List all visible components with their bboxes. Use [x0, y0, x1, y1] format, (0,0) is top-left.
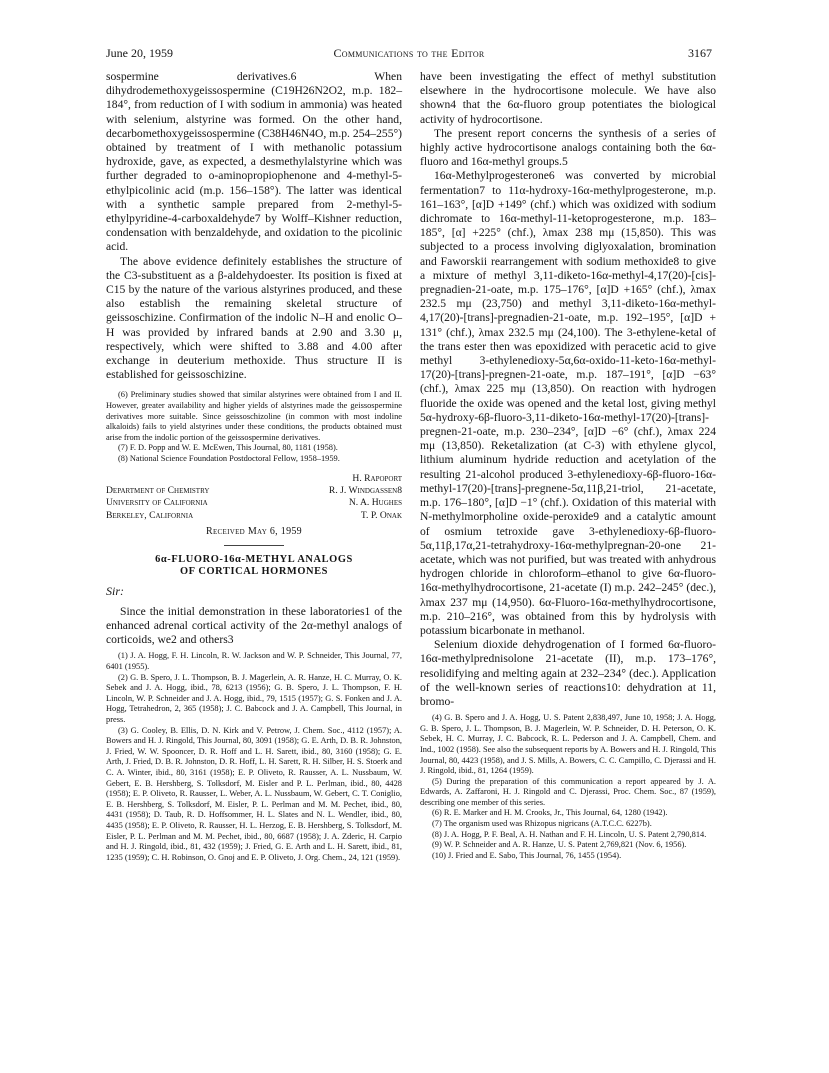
paragraph: have been investigating the effect of methyl substitution elsewhere in the hydrocortisone molecule. We have also shown4 that the 6α-fluoro group potentiates the biological activity of hydrocortisone.: [420, 70, 716, 126]
received-date: Received May 6, 1959: [206, 525, 302, 537]
paragraph: The present report concerns the synthesis of a series of highly active hydrocortisone analogs containing both the 6α-fluoro and 16α-methyl groups.5: [420, 126, 716, 169]
paragraph: 16α-Methylprogesterone6 was converted by microbial fermentation7 to 11α-hydroxy-16α-methylprogesterone, m.p. 161–163°, [α]D +149° (chf.) which was oxidized with sodium dichromate to 16α-methyl-11-ketoprogesterone, m.p. 183–185°, [α] +225° (chf.), λmax 238 mμ (15,850). This was subjected to a process involving diglyoxalation, bromination and Faworskii rearrangement with sodium methoxide8 to give a mixture of methyl 3,11-diketo-16α-methyl-4,17(20)-[cis]-pregnadien-21-oate, m.p. 175–176°, [α]D +165° (chf.), λmax 232.5 mμ (23,750) and methyl 3,11-diketo-16α-methyl-4,17(20)-[trans]-pregnadien-21-oate, m.p. 192–195°, [α]D + 131° (chf.), λmax 232.5 mμ (24,100). The 3-ethylene-ketal of the trans ester then was epoxidized with peracetic acid to give methyl 3-ethylenedioxy-5α,6α-oxido-11-keto-16α-methyl-17(20)-[trans]-pregnen-21-oate, m.p. 187–191°, [α]D −63° (chf.), λmax 225 mμ (13,850). On reaction with hydrogen fluoride the oxide was opened and the ketal lost, giving methyl 5α-hydroxy-6β-fluoro-3,11-diketo-16α-methyl-17(20)-[trans]-pregnen-21-oate, m.p. 230–234°, [α]D −6° (chf.), λmax 224 mμ (13,850). Reketalization (at C-3) with ethylene glycol, lithium aluminum hydride reduction and acetylation of the resulting 21-alcohol produced 3-ethylenedioxy-6β-fluoro-16α-methyl-17(20)-[trans]-pregnene-5α,11β,21-triol, 21-acetate, m.p. 176–180°, [α]D −1° (chf.). Oxidation of this material with N-methylmorpholine oxide-peroxide9 and a catalytic amount of osmium tetroxide gave 3-ethylenedioxy-6β-fluoro-5α,11β,17α,21-tetrahydroxy-16α-methylpregnan-20-one 21-acetate, which was not purified, but was treated with anhydrous hydrogen chloride in chloroform–ethanol to give 6α-fluoro-16α-methylhydrocortisone, 21-acetate (I) m.p. 242–245° (dec.), λmax 237 mμ (14,950). 6α-Fluoro-16α-methylhydrocortisone, m.p. 210–216°, was obtained from this by hydrolysis with potassium bicarbonate in methanol.: [420, 169, 716, 637]
footnote: (7) F. D. Popp and W. E. McEwen, This Journal, 80, 1181 (1958).: [118, 443, 338, 453]
affiliation-line: University of California: [106, 497, 208, 509]
footnote: (10) J. Fried and E. Sabo, This Journal, 76, 1455 (1954).: [432, 850, 622, 860]
affiliation-line: Department of Chemistry: [106, 484, 210, 496]
paragraph: Since the initial demonstration in these laboratories1 of the enhanced adrenal cortical activity of the 2α-methyl analogs of corticoids, we2 and others3: [106, 604, 402, 647]
section-title: Communications to the Editor: [333, 46, 485, 60]
affiliation-line: Berkeley, California: [106, 509, 194, 521]
footnote: (3) G. Cooley, B. Ellis, D. N. Kirk and V. Petrow, J. Chem. Soc., 4112 (1957); A. Bowers and H. J. Ringold, This Journal, 80, 3091 (1958); G. E. Arth, D. B. R. Johnston, J. Fried, W. W. Spooncer, D. R. Hoff and L. H. Sarett, ibid., 80, 3160 (1958); G. E. Arth, J. Fried, D. B. R. Johnston, D. R. Hoff, L. H. Sarett, R. H. Silber, H. S. Stoerk and C. A. Winter, ibid., 80, 3161 (1958); E. P. Oliveto, R. Rausser, A. L. Nussbaum, W. Gebert, E. B. Hershberg, S. Tolksdorf, M. Eisler and P. L. Perlman, ibid., 80, 4428 (1958); E. P. Oliveto, R. Rausser, L. Weber, A. L. Nussbaum, W. Gebert, C. T. Coniglio, E. B. Hershberg, S. Tolksdorf, M. Eisler, P. L. Perlman and M. M. Pechet, ibid., 80, 4431 (1958); D. Taub, R. D. Hoffsommer, H. L. Slates and N. L. Wendler, ibid., 80, 4435 (1958); E. P. Oliveto, R. Rausser, H. L. Herzog, E. B. Hershberg, S. Tolksdorf, M. Eisler, P. L. Perlman and M. M. Pechet, ibid., 80, 6687 (1958); J. A. Zderic, H. Carpio and H. J. Ringold, ibid., 81, 432 (1959); J. Fried, G. E. Arth and L. H. Sarett, ibid., 81, 1235 (1959); C. H. Robinson, O. Gnoj and E. P. Oliveto, J. Org. Chem., 24, 121 (1959).: [106, 725, 402, 862]
author-name: R. J. Windgassen8: [328, 484, 402, 496]
paragraph: sospermine derivatives.6 When dihydrodemethoxygeissospermine (C19H26N2O2, m.p. 182–184°, from reduction of I with sodium in ammonia) was heated with selenium, alstyrine was formed. On the other hand, decarbomethoxygeissospermine (C38H46N4O, m.p. 254–255°) obtained by treatment of I with methanolic potassium hydroxide, gave, as expected, a desmethylalstyrine which was further degraded to o-aminopropiophenone and 4-methyl-5-ethylpicolinic acid (m.p. 156–158°). The latter was identical with a synthetic sample prepared from 2-methyl-5-ethylpyridine-4-carboxaldehyde7 by Wolff–Kishner reduction, condensation with benzaldehyde, and oxidation to the picolinic acid.: [106, 70, 402, 254]
article-title-line: 6α-FLUORO-16α-METHYL ANALOGS: [155, 553, 353, 565]
paragraph: The above evidence definitely establishes the structure of the C3-substituent as a β-aldehydoester. Its position is fixed at C15 by the nature of the various alstyrines produced, and these also establish the remaining skeletal structure of geissoschizine. Confirmation of the indolic N–H and enolic O–H was provided by infrared bands at 2.90 and 3.30 μ, respectively, which were shifted to 3.88 and 4.00 after exchange in deuterium methoxide. Thus structure II is established for geissoschizine.: [106, 254, 402, 382]
footnote: (5) During the preparation of this communication a report appeared by J. A. Edwards, A. Zaffaroni, H. J. Ringold and C. Djerassi, Proc. Chem. Soc., 87 (1959), describing one member of this series.: [420, 776, 716, 807]
page-header: [106, 46, 712, 62]
footnote: (9) W. P. Schneider and A. R. Hanze, U. S. Patent 2,769,821 (Nov. 6, 1956).: [432, 840, 687, 850]
footnote: (2) G. B. Spero, J. L. Thompson, B. J. Magerlein, A. R. Hanze, H. C. Murray, O. K. Sebek and J. A. Hogg, ibid., 78, 6213 (1956); G. B. Spero, J. L. Thompson, F. H. Lincoln, W. P. Schneider and J. A. Hogg, ibid., 79, 1515 (1957); G. S. Fonken and J. A. Hogg, Tetrahedron, 2, 365 (1958); J. C. Babcock and J. A. Campbell, This Journal, in press.: [106, 672, 402, 724]
footnote: (4) G. B. Spero and J. A. Hogg, U. S. Patent 2,838,497, June 10, 1958; J. A. Hogg, G. B. Spero, J. L. Thompson, B. J. Magerlein, W. P. Schneider, D. H. Peterson, O. K. Sebek, H. C. Murray, J. C. Babcock, R. L. Pederson and J. A. Campbell, Chem. and Ind., 1002 (1958). See also the subsequent reports by A. Bowers and H. J. Ringold, This Journal, 80, 4423 (1958), and J. S. Mills, A. Bowers, C. C. Campillo, C. Djerassi and H. J. Ringold, ibid., 81, 1264 (1959).: [420, 713, 716, 776]
author-name: T. P. Onak: [360, 509, 402, 521]
paragraph: Selenium dioxide dehydrogenation of I formed 6α-fluoro-16α-methylprednisolone 21-acetate (II), m.p. 173–176°, resolidifying and melting again at 232–234° (dec.). Application of the well-known series of reactions10: dehydration at 11, bromo-: [420, 638, 716, 708]
footnote: (8) National Science Foundation Postdoctoral Fellow, 1958–1959.: [118, 454, 340, 464]
footnote: (6) Preliminary studies showed that similar alstyrines were obtained from I and II. However, greater availability and higher yields of alstyrines made the geissospermine derivatives more suitable. Since geissoschizoline (in common with most indoline alkaloids) fails to yield alstyrines under these conditions, the products obtained must arise from the indolic portion of the geissospermine derivatives.: [106, 390, 402, 442]
author-name: N. A. Hughes: [348, 497, 402, 509]
salutation: Sir:: [106, 583, 124, 598]
footnote: (1) J. A. Hogg, F. H. Lincoln, R. W. Jackson and W. P. Schneider, This Journal, 77, 6401 (1955).: [106, 651, 402, 672]
author-block: [106, 473, 402, 522]
footnote: (8) J. A. Hogg, P. F. Beal, A. H. Nathan and F. H. Lincoln, U. S. Patent 2,790,814.: [432, 829, 707, 839]
divider: [224, 545, 284, 546]
footnote: (7) The organism used was Rhizopus nigricans (A.T.C.C. 6227b).: [432, 819, 652, 829]
author-name: H. Rapoport: [352, 472, 402, 484]
right-column: [420, 70, 716, 861]
page-number: 3167: [688, 46, 712, 60]
issue-date: June 20, 1959: [106, 46, 173, 60]
footnote: (6) R. E. Marker and H. M. Crooks, Jr., This Journal, 64, 1280 (1942).: [432, 808, 668, 818]
article-title-line: OF CORTICAL HORMONES: [179, 565, 329, 577]
left-column: [106, 70, 402, 863]
